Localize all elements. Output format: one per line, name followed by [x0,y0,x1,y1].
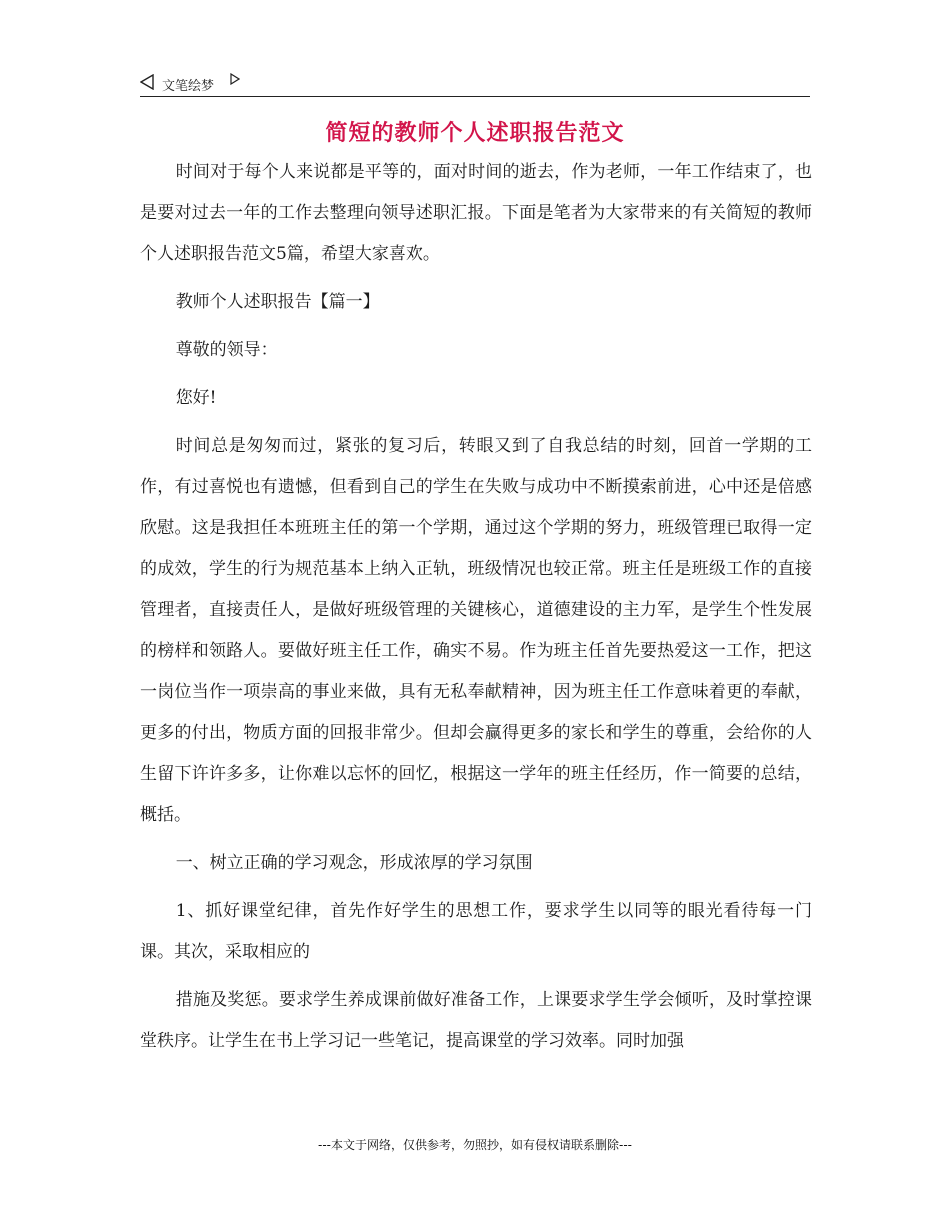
body-paragraph: 时间总是匆匆而过，紧张的复习后，转眼又到了自我总结的时刻，回首一学期的工作，有过喜悦也有遗憾，但看到自己的学生在失败与成功中不断摸索前进，心中还是倍感欣慰。这是我担任本班班主任的第一个学期，通过这个学期的努力，班级管理已取得一定的成效，学生的行为规范基本上纳入正轨，班级情况也较正常。班主任是班级工作的直接管理者，直接责任人，是做好班级管理的关键核心，道德建设的主力军，是学生个性发展的榜样和领路人。要做好班主任工作，确实不易。作为班主任首先要热爱这一工作，把这一岗位当作一项崇高的事业来做，具有无私奉献精神，因为班主任工作意味着更的奉献，更多的付出，物质方面的回报非常少。但却会赢得更多的家长和学生的尊重，会给你的人生留下许许多多，让你难以忘怀的回忆，根据这一学年的班主任经历，作一简要的总结，概括。 [140,436,812,825]
document-body [140,152,812,1062]
body-paragraph: 措施及奖惩。要求学生养成课前做好准备工作，上课要求学生学会倾听，及时掌控课堂秩序。让学生在书上学习记一些笔记，提高课堂的学习效率。同时加强 [140,990,812,1051]
triangle-left-outline-icon [140,74,154,90]
greeting: 您好! [175,388,217,408]
subsection-heading: 一、树立正确的学习观念，形成浓厚的学习氛围 [175,853,533,873]
intro-paragraph: 时间对于每个人来说都是平等的，面对时间的逝去，作为老师，一年工作结束了，也是要对过去一年的工作去整理向领导述职汇报。下面是笔者为大家带来的有关简短的教师个人述职报告范文5篇，希望大家喜欢。 [140,162,812,264]
footer-disclaimer: ---本文于网络，仅供参考，勿照抄，如有侵权请联系删除--- [318,1138,632,1152]
triangle-right-outline-icon [230,73,240,85]
salutation: 尊敬的领导： [175,340,278,360]
page-header [140,72,810,97]
list-item: 1、抓好课堂纪律，首先作好学生的思想工作，要求学生以同等的眼光看待每一门课。其次，采取相应的 [140,901,812,962]
brand-name: 文笔绘梦 [162,79,215,94]
section-heading: 教师个人述职报告【篇一】 [175,292,380,312]
document-title: 简短的教师个人述职报告范文 [325,121,625,146]
